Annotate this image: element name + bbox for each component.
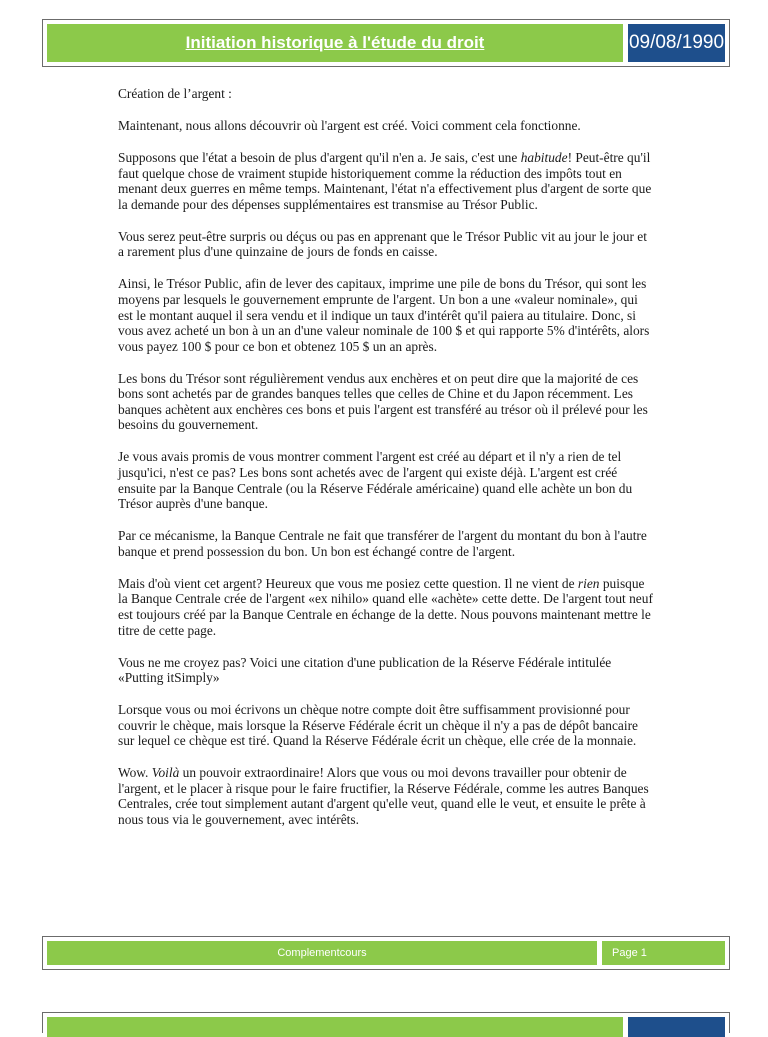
paragraph-text: Vous serez peut-être surpris ou déçus ou pas en apprenant que le Trésor Public vit au jour le jour et a rarement plus d'une quinzaine de jours de fonds en caisse. xyxy=(118,228,647,260)
paragraph-text: Mais d'où vient cet argent? Heureux que vous me posiez cette question. Il ne vient de xyxy=(118,575,578,591)
body-paragraph xyxy=(118,449,654,511)
paragraph-text: Je vous avais promis de vous montrer comment l'argent est créé au départ et il n'y a rien de tel jusqu'ici, n'est ce pas? Les bons sont achetés avec de l'argent qui existe déjà. L'argent est créé ensuite par la Banque Centrale (ou la Réserve Fédérale américaine) quand elle achète un bon du Trésor auprès d'une banque. xyxy=(118,449,633,512)
paragraph-text: Wow. xyxy=(118,765,152,781)
body-paragraph xyxy=(118,576,654,638)
page-footer xyxy=(42,936,730,970)
emphasized-text: Voilà xyxy=(151,765,180,781)
footer-source: Complementcours xyxy=(47,941,597,965)
body-paragraph xyxy=(118,150,654,212)
next-page-header xyxy=(42,1012,730,1033)
body-paragraph xyxy=(118,229,654,260)
document-body xyxy=(118,86,654,844)
paragraph-text: Maintenant, nous allons découvrir où l'argent est créé. Voici comment cela fonctionne. xyxy=(118,117,581,133)
next-page-title-bar xyxy=(47,1017,623,1037)
body-paragraph xyxy=(118,118,654,134)
paragraph-text: Supposons que l'état a besoin de plus d'argent qu'il n'en a. Je sais, c'est une xyxy=(118,149,521,165)
paragraph-text: Lorsque vous ou moi écrivons un chèque notre compte doit être suffisamment provisionné pour couvrir le chèque, mais lorsque la Réserve Fédérale écrit un chèque il n'y a pas de dépôt bancaire sur lequel ce chèque est tiré. Quand la Réserve Fédérale écrit un chèque, elle crée de la monnaie. xyxy=(118,702,638,749)
body-paragraph xyxy=(118,276,654,354)
paragraph-text: Ainsi, le Trésor Public, afin de lever des capitaux, imprime une pile de bons du Trésor, qui sont les moyens par lesquels le gouvernement emprunte de l'argent. Un bon a une «valeur nominale», qui est le montant auquel il sera vendu et il indique un taux d'intérêt qu'il paiera au titulaire. Donc, si vous avez acheté un bon à un an d'une valeur nominale de 100 $ et qui rapporte 5% d'intérêts, alors vous payez 100 $ pour ce bon et obtenez 105 $ un an après. xyxy=(118,276,650,354)
document-date: 09/08/1990 xyxy=(628,24,725,62)
paragraph-text: Les bons du Trésor sont régulièrement vendus aux enchères et on peut dire que la majorité de ces bons sont achetés par de grandes banques telles que celles de Chine et du Japon récemment. Les banques achètent aux enchères ces bons et puis l'argent est transféré au trésor où il prélevé pour les besoins du gouvernement. xyxy=(118,370,648,433)
body-paragraph xyxy=(118,371,654,433)
body-paragraph xyxy=(118,528,654,559)
body-paragraph xyxy=(118,765,654,827)
body-paragraph xyxy=(118,702,654,749)
next-page-date-bar xyxy=(628,1017,725,1037)
document-title: Initiation historique à l'étude du droit xyxy=(47,24,623,62)
paragraph-text: Par ce mécanisme, la Banque Centrale ne fait que transférer de l'argent du montant du bon à l'autre banque et prend possession du bon. Un bon est échangé contre de l'argent. xyxy=(118,528,647,559)
body-paragraph xyxy=(118,655,654,686)
footer-page-number: Page 1 xyxy=(602,941,725,965)
emphasized-text: rien xyxy=(577,575,600,591)
paragraph-text: Création de l’argent : xyxy=(118,86,232,101)
paragraph-text: un pouvoir extraordinaire! Alors que vous ou moi devons travailler pour obtenir de l'argent, et le placer à risque pour le faire fructifier, la Réserve Fédérale, comme les autres Banques Centrales, crée tout simplement autant d'argent qu'elle veut, quand elle le veut, et ensuite le prête à nous tous via le gouvernement, avec intérêts. xyxy=(118,765,649,828)
paragraph-text: puisque la Banque Centrale crée de l'argent «ex nihilo» quand elle «achète» cette dette. De l'argent tout neuf est toujours créé par la Banque Centrale en échange de la dette. Nous pouvons maintenant mettre le titre de cette page. xyxy=(118,575,653,638)
paragraph-text: Vous ne me croyez pas? Voici une citation d'une publication de la Réserve Fédérale intitulée «Putting itSimply» xyxy=(118,654,612,686)
paragraph-text: ! Peut-être qu'il faut quelque chose de vraiment stupide historiquement comme la réduction des impôts tout en menant deux guerres en même temps. Maintenant, l'état n'a effectivement plus d'argent de sorte que la demande pour des dépenses supplémentaires est transmise au Trésor Public. xyxy=(118,149,652,212)
page-header xyxy=(42,19,730,67)
section-heading xyxy=(118,86,654,102)
emphasized-text: habitude xyxy=(520,149,568,165)
